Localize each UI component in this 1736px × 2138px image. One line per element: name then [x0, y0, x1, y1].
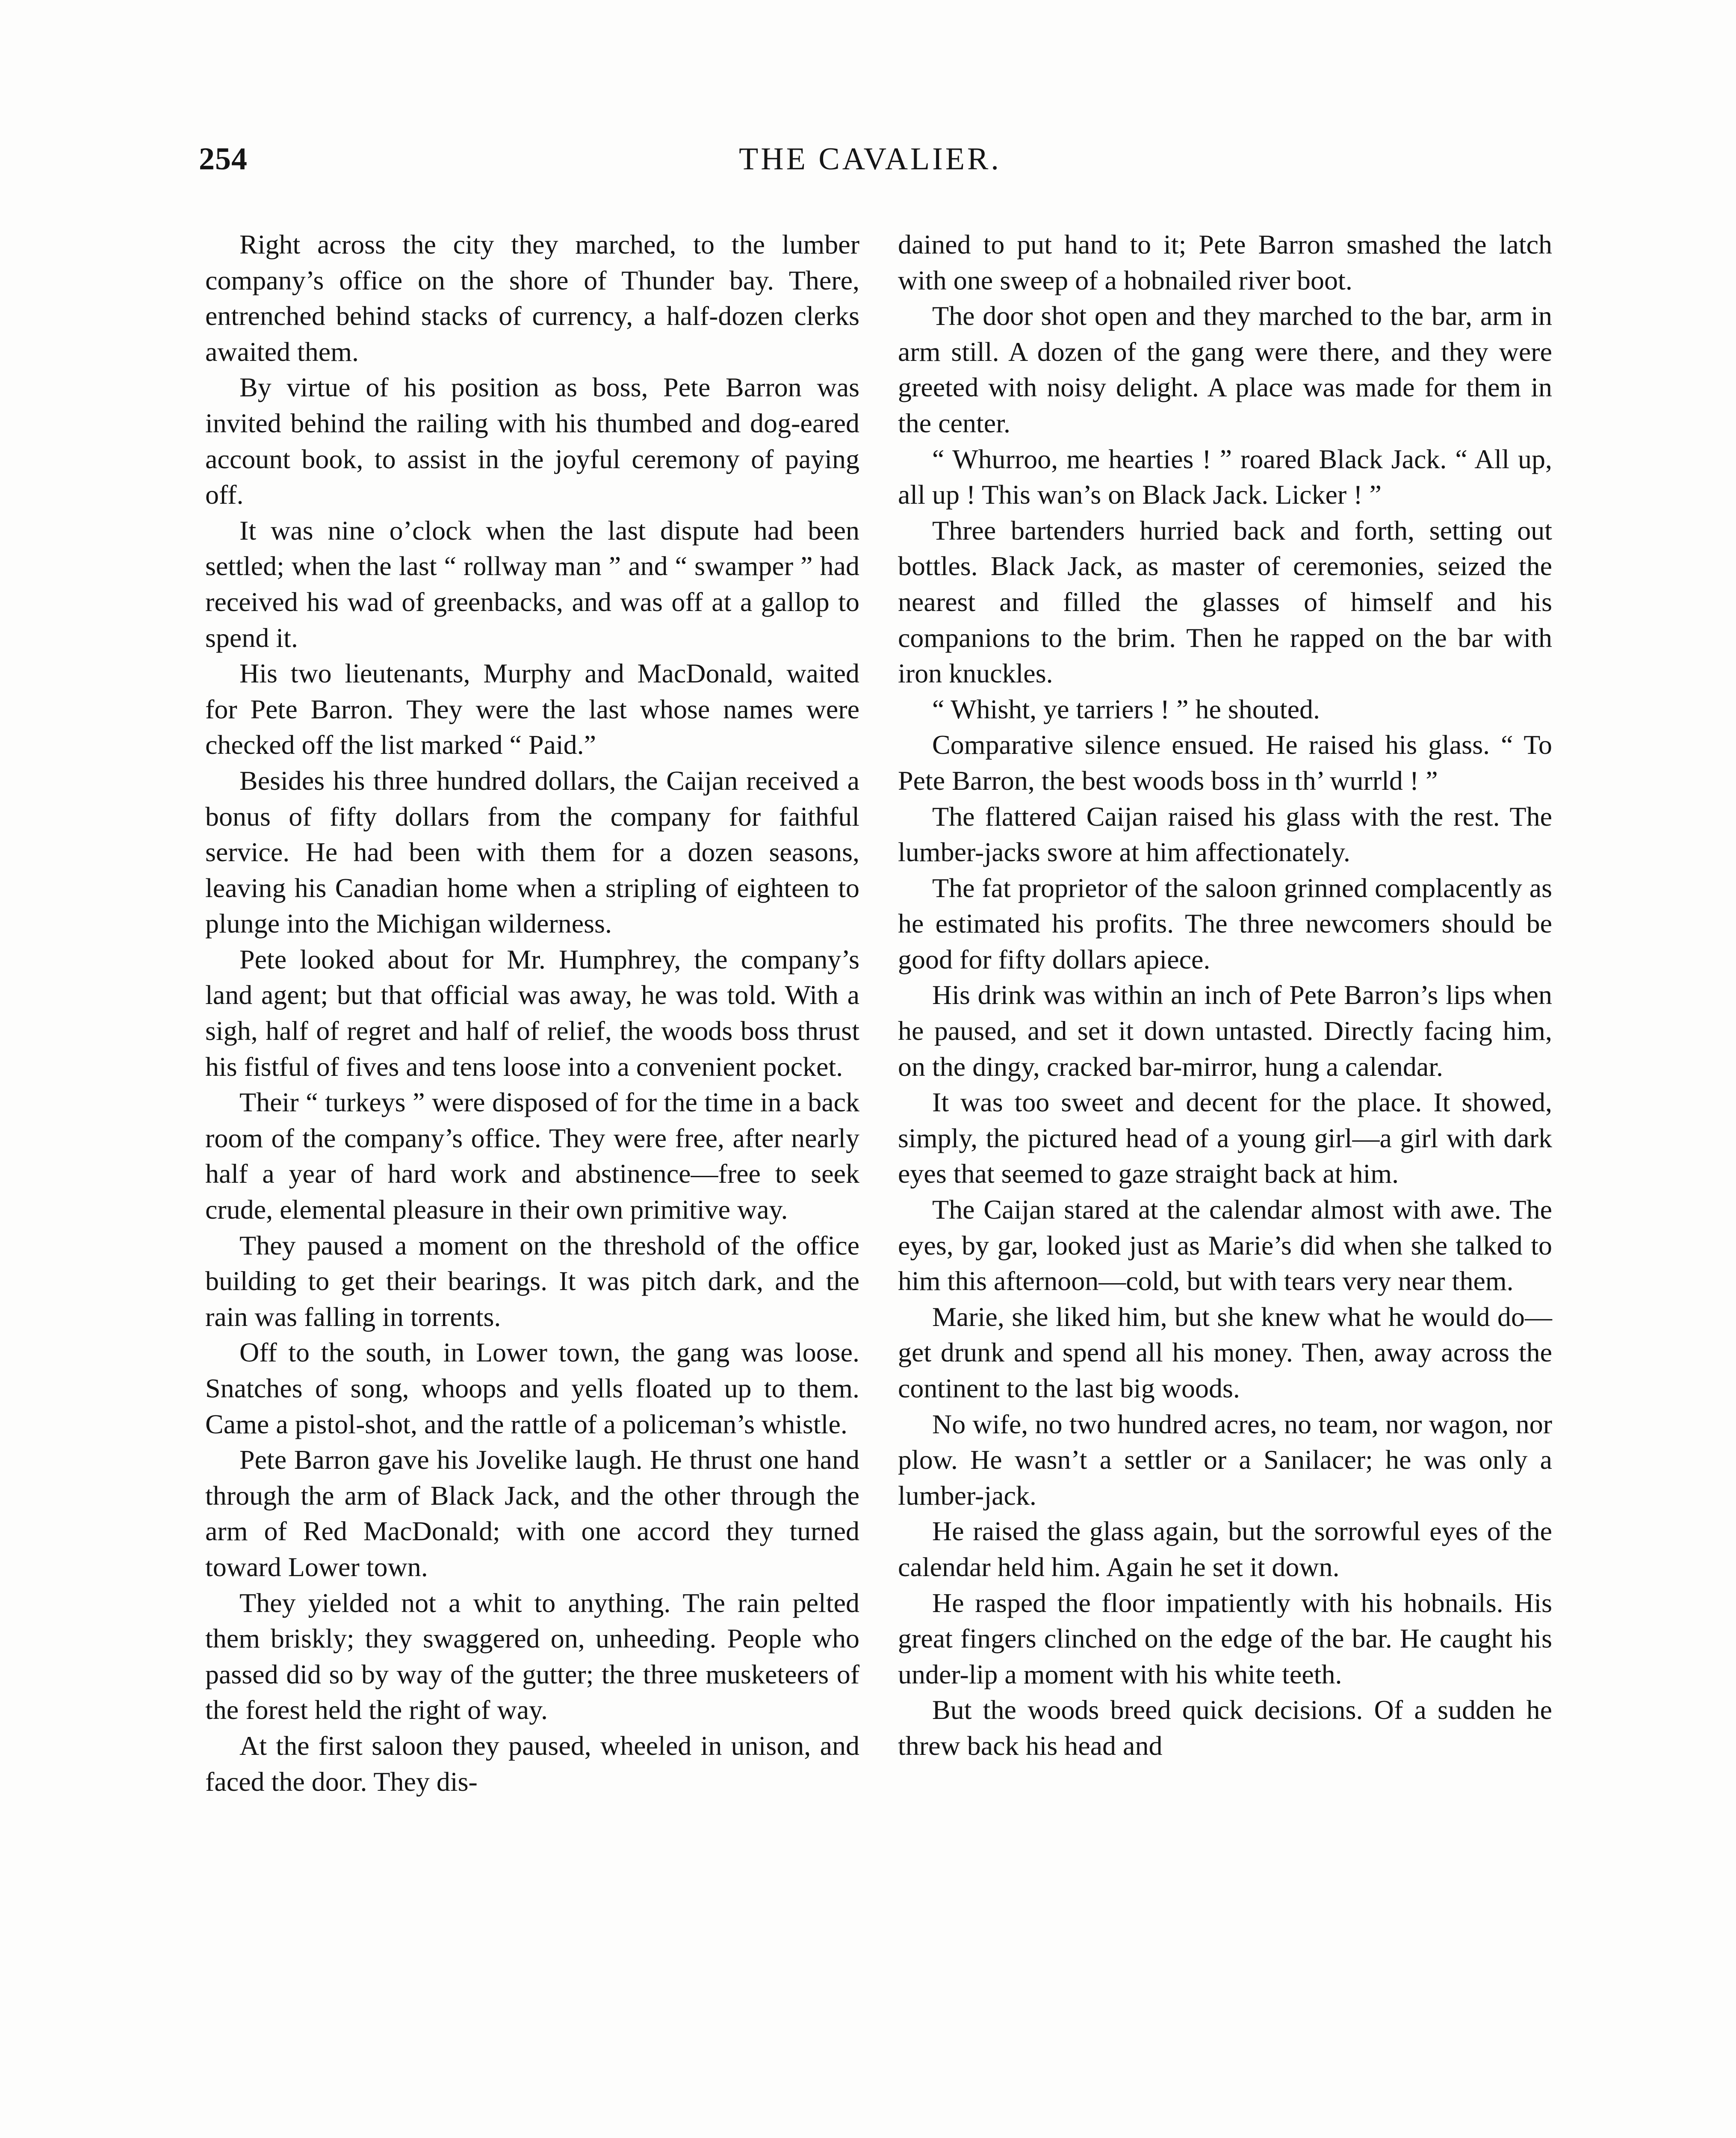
paragraph: He raised the glass again, but the sorrowful eyes of the calendar held him. Again he set it down.: [898, 1516, 1552, 1582]
paragraph: He rasped the floor impatiently with his hobnails. His great fingers clinched on the edge of the bar. He caught his under-lip a moment with his white teeth.: [898, 1587, 1552, 1689]
paragraph: It was nine o’clock when the last dispute had been settled; when the last “ rollway man ” and “ swamper ” had received his wad of greenbacks, and was off at a gallop to spend it.: [205, 515, 859, 653]
paragraph: The fat proprietor of the saloon grinned complacently as he estimated his profits. The three newcomers should be good for fifty dollars apiece.: [898, 872, 1552, 975]
paragraph: The flattered Caijan raised his glass with the rest. The lumber-jacks swore at him affectionately.: [898, 801, 1552, 868]
paragraph: By virtue of his position as boss, Pete Barron was invited behind the railing with his thumbed and dog-eared account book, to assist in the joyful ceremony of paying off.: [205, 372, 859, 510]
paragraph: “ Whisht, ye tarriers ! ” he shouted.: [932, 694, 1320, 724]
left-column: [205, 227, 859, 1799]
right-column: [898, 227, 1552, 1764]
paragraph: They yielded not a whit to anything. The rain pelted them briskly; they swaggered on, unheeding. People who passed did so by way of the gutter; the three musketeers of the forest held the right of way.: [205, 1587, 859, 1725]
paragraph: His two lieutenants, Murphy and MacDonald, waited for Pete Barron. They were the last whose names were checked off the list marked “ Paid.”: [205, 658, 859, 760]
paragraph: Besides his three hundred dollars, the Caijan received a bonus of fifty dollars from the company for faithful service. He had been with them for a dozen seasons, leaving his Canadian home when a stripling of eighteen to plunge into the Michigan wilderness.: [205, 765, 859, 939]
paragraph: They paused a moment on the threshold of the office building to get their bearings. It was pitch dark, and the rain was falling in torrents.: [205, 1230, 859, 1332]
paragraph: “ Whurroo, me hearties ! ” roared Black Jack. “ All up, all up ! This wan’s on Black Jack. Licker ! ”: [898, 443, 1552, 510]
paragraph: The door shot open and they marched to the bar, arm in arm still. A dozen of the gang were there, and they were greeted with noisy delight. A place was made for them in the center.: [898, 301, 1552, 438]
paragraph: Pete Barron gave his Jovelike laugh. He thrust one hand through the arm of Black Jack, and the other through the arm of Red MacDonald; with one accord they turned toward Lower town.: [205, 1444, 859, 1582]
paragraph: But the woods breed quick decisions. Of a sudden he threw back his head and: [898, 1695, 1552, 1761]
page-header: [199, 141, 1541, 188]
paragraph: The Caijan stared at the calendar almost with awe. The eyes, by gar, looked just as Marie’s did when she talked to him this afternoon—cold, but with tears very near them.: [898, 1194, 1552, 1296]
paragraph: Pete looked about for Mr. Humphrey, the company’s land agent; but that official was away, he was told. With a sigh, half of regret and half of relief, the woods boss thrust his fistful of fives and tens loose into a convenient pocket.: [205, 944, 859, 1082]
paragraph: At the first saloon they paused, wheeled in unison, and faced the door. They dis-: [205, 1730, 859, 1797]
paragraph: Off to the south, in Lower town, the gang was loose. Snatches of song, whoops and yells floated up to them. Came a pistol-shot, and the rattle of a policeman’s whistle.: [205, 1337, 859, 1439]
paragraph: Marie, she liked him, but she knew what he would do—get drunk and spend all his money. Then, away across the continent to the last big woods.: [898, 1301, 1552, 1403]
paragraph-continuation: dained to put hand to it; Pete Barron smashed the latch with one sweep of a hobnailed river boot.: [898, 229, 1552, 295]
paragraph: Right across the city they marched, to the lumber company’s office on the shore of Thunder bay. There, entrenched behind stacks of currency, a half-dozen clerks awaited them.: [205, 229, 859, 367]
paragraph: It was too sweet and decent for the place. It showed, simply, the pictured head of a young girl—a girl with dark eyes that seemed to gaze straight back at him.: [898, 1087, 1552, 1189]
paragraph: His drink was within an inch of Pete Barron’s lips when he paused, and set it down untasted. Directly facing him, on the dingy, cracked bar-mirror, hung a calendar.: [898, 980, 1552, 1082]
paragraph: Three bartenders hurried back and forth, setting out bottles. Black Jack, as master of ceremonies, seized the nearest and filled the glasses of himself and his companions to the brim. Then he rapped on the bar with iron knuckles.: [898, 515, 1552, 689]
running-title: THE CAVALIER.: [739, 142, 1001, 177]
paragraph: Their “ turkeys ” were disposed of for the time in a back room of the company’s office. They were free, after nearly half a year of hard work and abstinence—free to seek crude, elemental pleasure in their own primitive way.: [205, 1087, 859, 1225]
paragraph: No wife, no two hundred acres, no team, nor wagon, nor plow. He wasn’t a settler or a Sanilacer; he was only a lumber-jack.: [898, 1409, 1552, 1511]
page-number: 254: [199, 142, 248, 177]
paragraph: Comparative silence ensued. He raised his glass. “ To Pete Barron, the best woods boss in th’ wurrld ! ”: [898, 729, 1552, 796]
